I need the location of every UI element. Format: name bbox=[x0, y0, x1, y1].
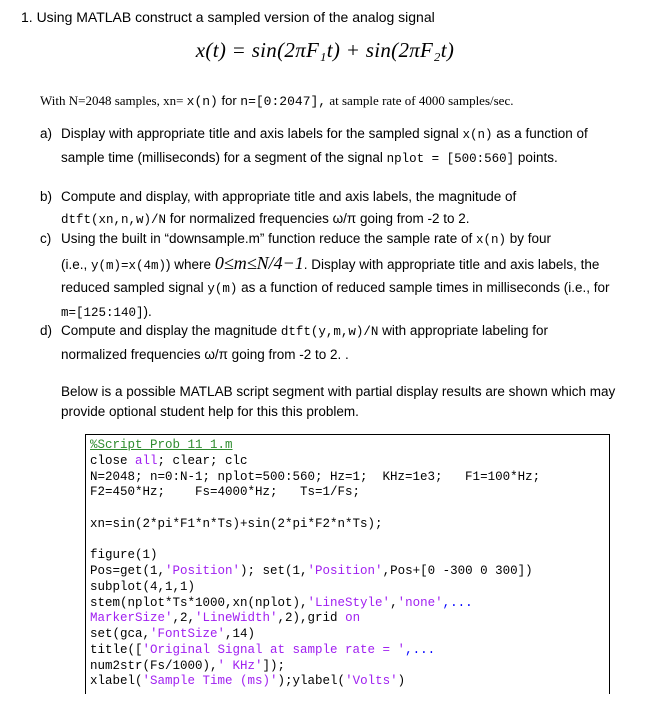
code-keyword: on bbox=[345, 611, 361, 626]
code-line bbox=[90, 659, 609, 675]
code-line bbox=[90, 454, 609, 470]
item-a-code: nplot = [500:560] bbox=[386, 151, 515, 166]
item-b-code: dtft(xn,n,w)/N bbox=[61, 212, 167, 227]
intro-line bbox=[40, 93, 513, 109]
code-text: close bbox=[90, 453, 136, 468]
code-text: set(gca, bbox=[90, 627, 151, 641]
code-string: 'Sample Time (ms)' bbox=[142, 674, 278, 689]
intro-prefix: With N=2048 samples, xn= bbox=[40, 93, 187, 108]
code-text: ,2, bbox=[172, 611, 196, 626]
code-continuation: ,... bbox=[405, 642, 436, 657]
code-text: xlabel( bbox=[90, 674, 143, 689]
item-a-text: Display with appropriate title and axis labels for the sampled signal bbox=[61, 126, 463, 141]
code-line bbox=[90, 596, 609, 612]
code-text: title([ bbox=[90, 642, 143, 657]
item-c-code: x(n) bbox=[475, 233, 506, 247]
item-b-text: for normalized frequencies ω/π going from -2 to 2. bbox=[166, 210, 470, 226]
code-string: 'FontSize' bbox=[150, 627, 226, 641]
code-line bbox=[90, 643, 609, 659]
item-d-letter: d) bbox=[40, 323, 53, 338]
code-line bbox=[90, 517, 609, 533]
code-text: , bbox=[390, 595, 398, 610]
code-string: 'LineStyle' bbox=[307, 595, 391, 610]
code-text: ,Pos+[0 -300 0 300]) bbox=[382, 564, 533, 578]
item-c-math: 0≤m≤N/4−1 bbox=[214, 252, 304, 273]
signal-equation: x(t) = sin(2πF₁t) + sin(2πF₂t) bbox=[195, 38, 455, 62]
item-c-letter: c) bbox=[40, 231, 52, 246]
code-text: xn=sin(2*pi*F1*n*Ts)+sin(2*pi*F2*n*Ts); bbox=[90, 516, 383, 531]
item-c-text: ). bbox=[143, 303, 152, 319]
item-c-code: y(m)=x(4m) bbox=[91, 258, 167, 273]
item-b bbox=[40, 186, 615, 231]
code-string: 'Original Signal at sample rate = ' bbox=[142, 642, 406, 657]
help-text: Below is a possible MATLAB script segment with partial display results are shown which may provide optional student help for this this problem. bbox=[61, 384, 616, 419]
code-line bbox=[90, 485, 609, 501]
item-c bbox=[40, 228, 615, 324]
code-blank-line bbox=[90, 501, 609, 517]
code-line bbox=[90, 611, 609, 627]
item-a bbox=[40, 123, 615, 170]
code-continuation: ,... bbox=[442, 595, 473, 610]
code-line bbox=[90, 564, 609, 580]
item-c-body bbox=[61, 228, 615, 324]
code-text: F2=450*Hz; Fs=4000*Hz; Ts=1/Fs; bbox=[90, 485, 361, 500]
code-string: 'Volts' bbox=[345, 674, 398, 689]
code-text: N=2048; n=0:N-1; nplot=500:560; Hz=1; KHz=1e3; F1=100*Hz; bbox=[90, 469, 541, 484]
code-text: stem(nplot*Ts*1000,xn(nplot), bbox=[90, 595, 308, 610]
code-text: );ylabel( bbox=[277, 674, 346, 689]
code-string: 'Position' bbox=[307, 564, 383, 578]
item-d-text: Compute and display the magnitude bbox=[61, 323, 281, 338]
item-d-body bbox=[61, 320, 615, 365]
code-string: ' KHz' bbox=[217, 658, 263, 673]
code-string: 'none' bbox=[397, 595, 443, 610]
item-c-text: Using the built in “downsample.m” function reduce the sample rate of bbox=[61, 231, 476, 246]
code-line bbox=[90, 470, 609, 486]
code-line bbox=[90, 580, 609, 596]
problem-title: 1. Using MATLAB construct a sampled version of the analog signal bbox=[21, 9, 435, 25]
code-text: ,14) bbox=[225, 627, 256, 641]
code-string: 'LineWidth' bbox=[195, 611, 278, 626]
item-a-body bbox=[61, 123, 615, 170]
item-c-text: as a function of reduced sample times in milliseconds (i.e., for bbox=[237, 280, 610, 295]
intro-suffix: at sample rate of 4000 samples/sec. bbox=[326, 93, 514, 108]
code-text: ]); bbox=[262, 658, 286, 673]
intro-xn-code: x(n) bbox=[186, 94, 218, 109]
code-text: ) bbox=[397, 674, 406, 689]
code-text: num2str(Fs/1000), bbox=[90, 658, 218, 673]
code-text: ); set(1, bbox=[240, 564, 308, 578]
code-text: subplot(4,1,1) bbox=[90, 579, 196, 594]
item-c-code: m=[125:140] bbox=[61, 305, 144, 320]
item-b-body bbox=[61, 186, 615, 231]
item-a-code: x(n) bbox=[462, 128, 493, 142]
item-c-text: by four bbox=[505, 231, 552, 246]
item-d-text: with appropriate labeling for normalized frequencies ω/π going from -2 to 2. . bbox=[61, 323, 549, 362]
code-string: MarkerSize' bbox=[90, 611, 173, 626]
code-text: ; clear; clc bbox=[157, 453, 248, 468]
code-string: 'Position' bbox=[165, 564, 241, 578]
item-a-text: as a function of sample time (milliseconds) for a segment of the signal bbox=[61, 126, 588, 165]
code-blank-line bbox=[90, 533, 609, 549]
code-line bbox=[90, 627, 609, 643]
intro-n-range-code: n=[0:2047], bbox=[240, 94, 327, 109]
item-a-text: points. bbox=[514, 149, 558, 165]
item-d-code: dtft(y,m,w)/N bbox=[280, 325, 379, 339]
code-comment-line bbox=[90, 438, 609, 454]
code-text: figure(1) bbox=[90, 548, 158, 563]
code-line bbox=[90, 548, 609, 564]
matlab-code-box bbox=[85, 434, 610, 694]
item-c-text: ) where bbox=[166, 256, 215, 272]
code-text: ,2),grid bbox=[277, 611, 346, 626]
code-line bbox=[90, 674, 609, 690]
item-c-code: y(m) bbox=[207, 282, 238, 296]
code-comment: %Script_Prob_11_1.m bbox=[90, 438, 233, 452]
intro-for: for bbox=[217, 93, 241, 108]
item-c-text: (i.e., bbox=[61, 256, 92, 272]
item-a-letter: a) bbox=[40, 126, 53, 141]
item-b-letter: b) bbox=[40, 189, 53, 204]
item-c-text: . Display with appropriate title and axis labels, the reduced sampled signal bbox=[61, 256, 600, 295]
code-keyword: all bbox=[135, 453, 158, 468]
code-text: Pos=get(1, bbox=[90, 564, 166, 578]
item-d bbox=[40, 320, 615, 365]
item-b-text: Compute and display, with appropriate title and axis labels, the magnitude of bbox=[61, 189, 517, 204]
